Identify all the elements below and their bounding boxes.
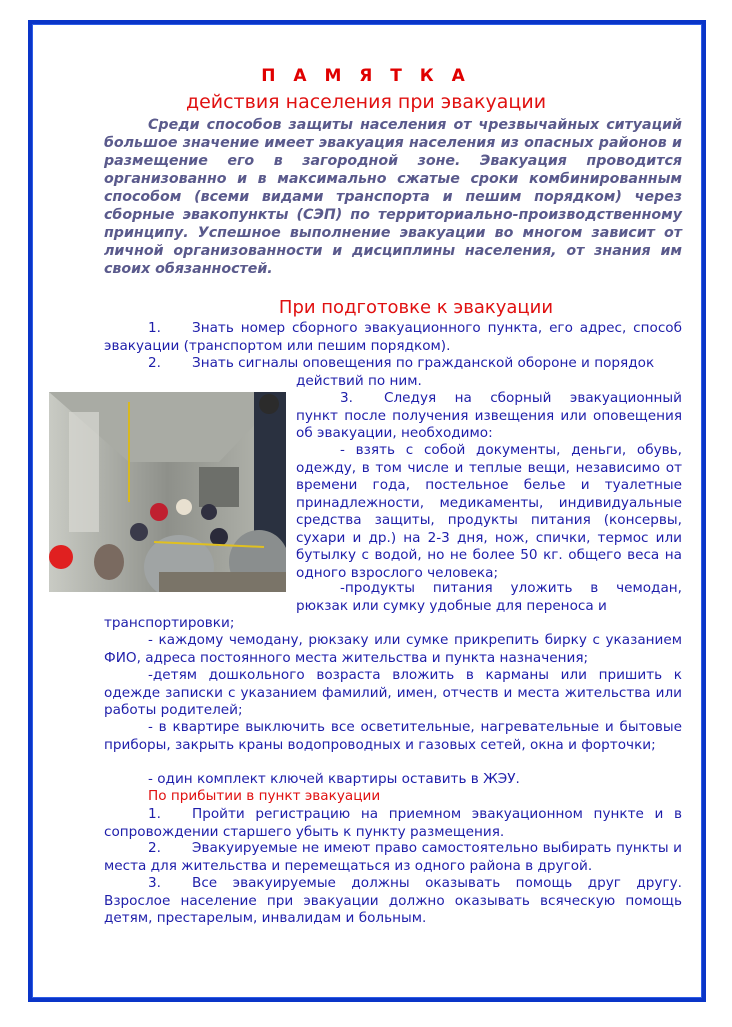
bullet-tag-luggage [104,632,682,667]
bullet-text-part2: транспортировки; [104,615,235,631]
evacuation-photo [49,392,286,592]
prep-item-2 [104,355,682,373]
bullet-leave-keys [104,771,682,789]
item-number: 2. [148,840,161,856]
section-heading-text: По прибытии в пункт эвакуации [148,788,381,804]
section-heading-preparation: При подготовке к эвакуации [278,297,554,318]
item-number: 3. [148,875,161,891]
item-text: Следуя на сборный эвакуационный пункт после получения извещения или оповещения об эвакуации, необходимо: [296,390,682,441]
arrival-item-1 [104,806,682,841]
item-text-part1: Знать сигналы оповещения по гражданской обороне и порядок [192,355,655,371]
intro-paragraph: Среди способов защиты населения от чрезвычайных ситуаций большое значение имеет эвакуация населения из опасных районов и размещение его в загородной зоне. Эвакуация проводится организованно и в максимально сжатые сроки комбинированным способом (всеми видами транспорта и пешим порядком) через сборные эвакопункты (СЭП) по территориально-производственному принципу. Успешное выполнение эвакуации во многом зависит от личной организованности и дисциплины населения, от знания им своих обязанностей. [104,117,682,277]
bullet-switch-off-appliances [104,719,682,754]
bullet-take-documents [296,442,682,582]
helicopter-cabin-image [49,392,286,592]
item-number: 3. [340,390,353,406]
arrival-item-3 [104,875,682,928]
prep-item-3 [296,390,682,443]
item-text: Пройти регистрацию на приемном эвакуационном пункте и в сопровождении старшего убыть к пункту размещения. [104,806,682,840]
bullet-text: -детям дошкольного возраста вложить в карманы или пришить к одежде записки с указанием фамилий, имен, отчеств и места жительства или работы родителей; [104,667,682,718]
arrival-item-2 [104,840,682,875]
document-subtitle: действия населения при эвакуации [185,91,547,113]
prep-item-2-cont [296,373,682,391]
item-number: 1. [148,320,161,336]
bullet-text: - в квартире выключить все осветительные, нагревательные и бытовые приборы, закрыть краны водопроводных и газовых сетей, окна и форточки; [104,719,682,753]
item-number: 1. [148,806,161,822]
bullet-text: - взять с собой документы, деньги, обувь, одежду, в том числе и теплые вещи, независимо от времени года, постельное белье и туалетные принадлежности, медикаменты, индивидуальные средства защиты, продукты питания (консервы, сухари и др.) на 2-3 дня, нож, спички, термос или бутылку с водой, но не более 50 кг. общего веса на одного взрослого человека; [296,442,682,581]
item-text: Все эвакуируемые должны оказывать помощь друг другу. Взрослое население при эвакуации должно оказывать всяческую помощь детям, престарелым, инвалидам и больным. [104,875,682,926]
bullet-children-notes [104,667,682,720]
bullet-text: - каждому чемодану, рюкзаку или сумке прикрепить бирку с указанием ФИО, адреса постоянного места жительства и пункта назначения; [104,632,682,666]
item-text: Знать номер сборного эвакуационного пункта, его адрес, способ эвакуации (транспортом или пешим порядком). [104,320,682,354]
bullet-pack-food-cont [104,615,682,633]
item-text: Эвакуируемые не имеют право самостоятельно выбирать пункты и места для жительства и перемещаться из одного района в другой. [104,840,682,874]
section-heading-arrival [104,788,682,806]
item-number: 2. [148,355,161,371]
bullet-text: - один комплект ключей квартиры оставить в ЖЭУ. [148,771,520,787]
bullet-pack-food [296,580,682,615]
bullet-text-part1: -продукты питания уложить в чемодан, рюкзак или сумку удобные для переноса и [296,580,682,614]
prep-item-1 [104,320,682,355]
item-text-part2: действий по ним. [296,373,422,389]
document-title: П А М Я Т К А [261,66,471,86]
